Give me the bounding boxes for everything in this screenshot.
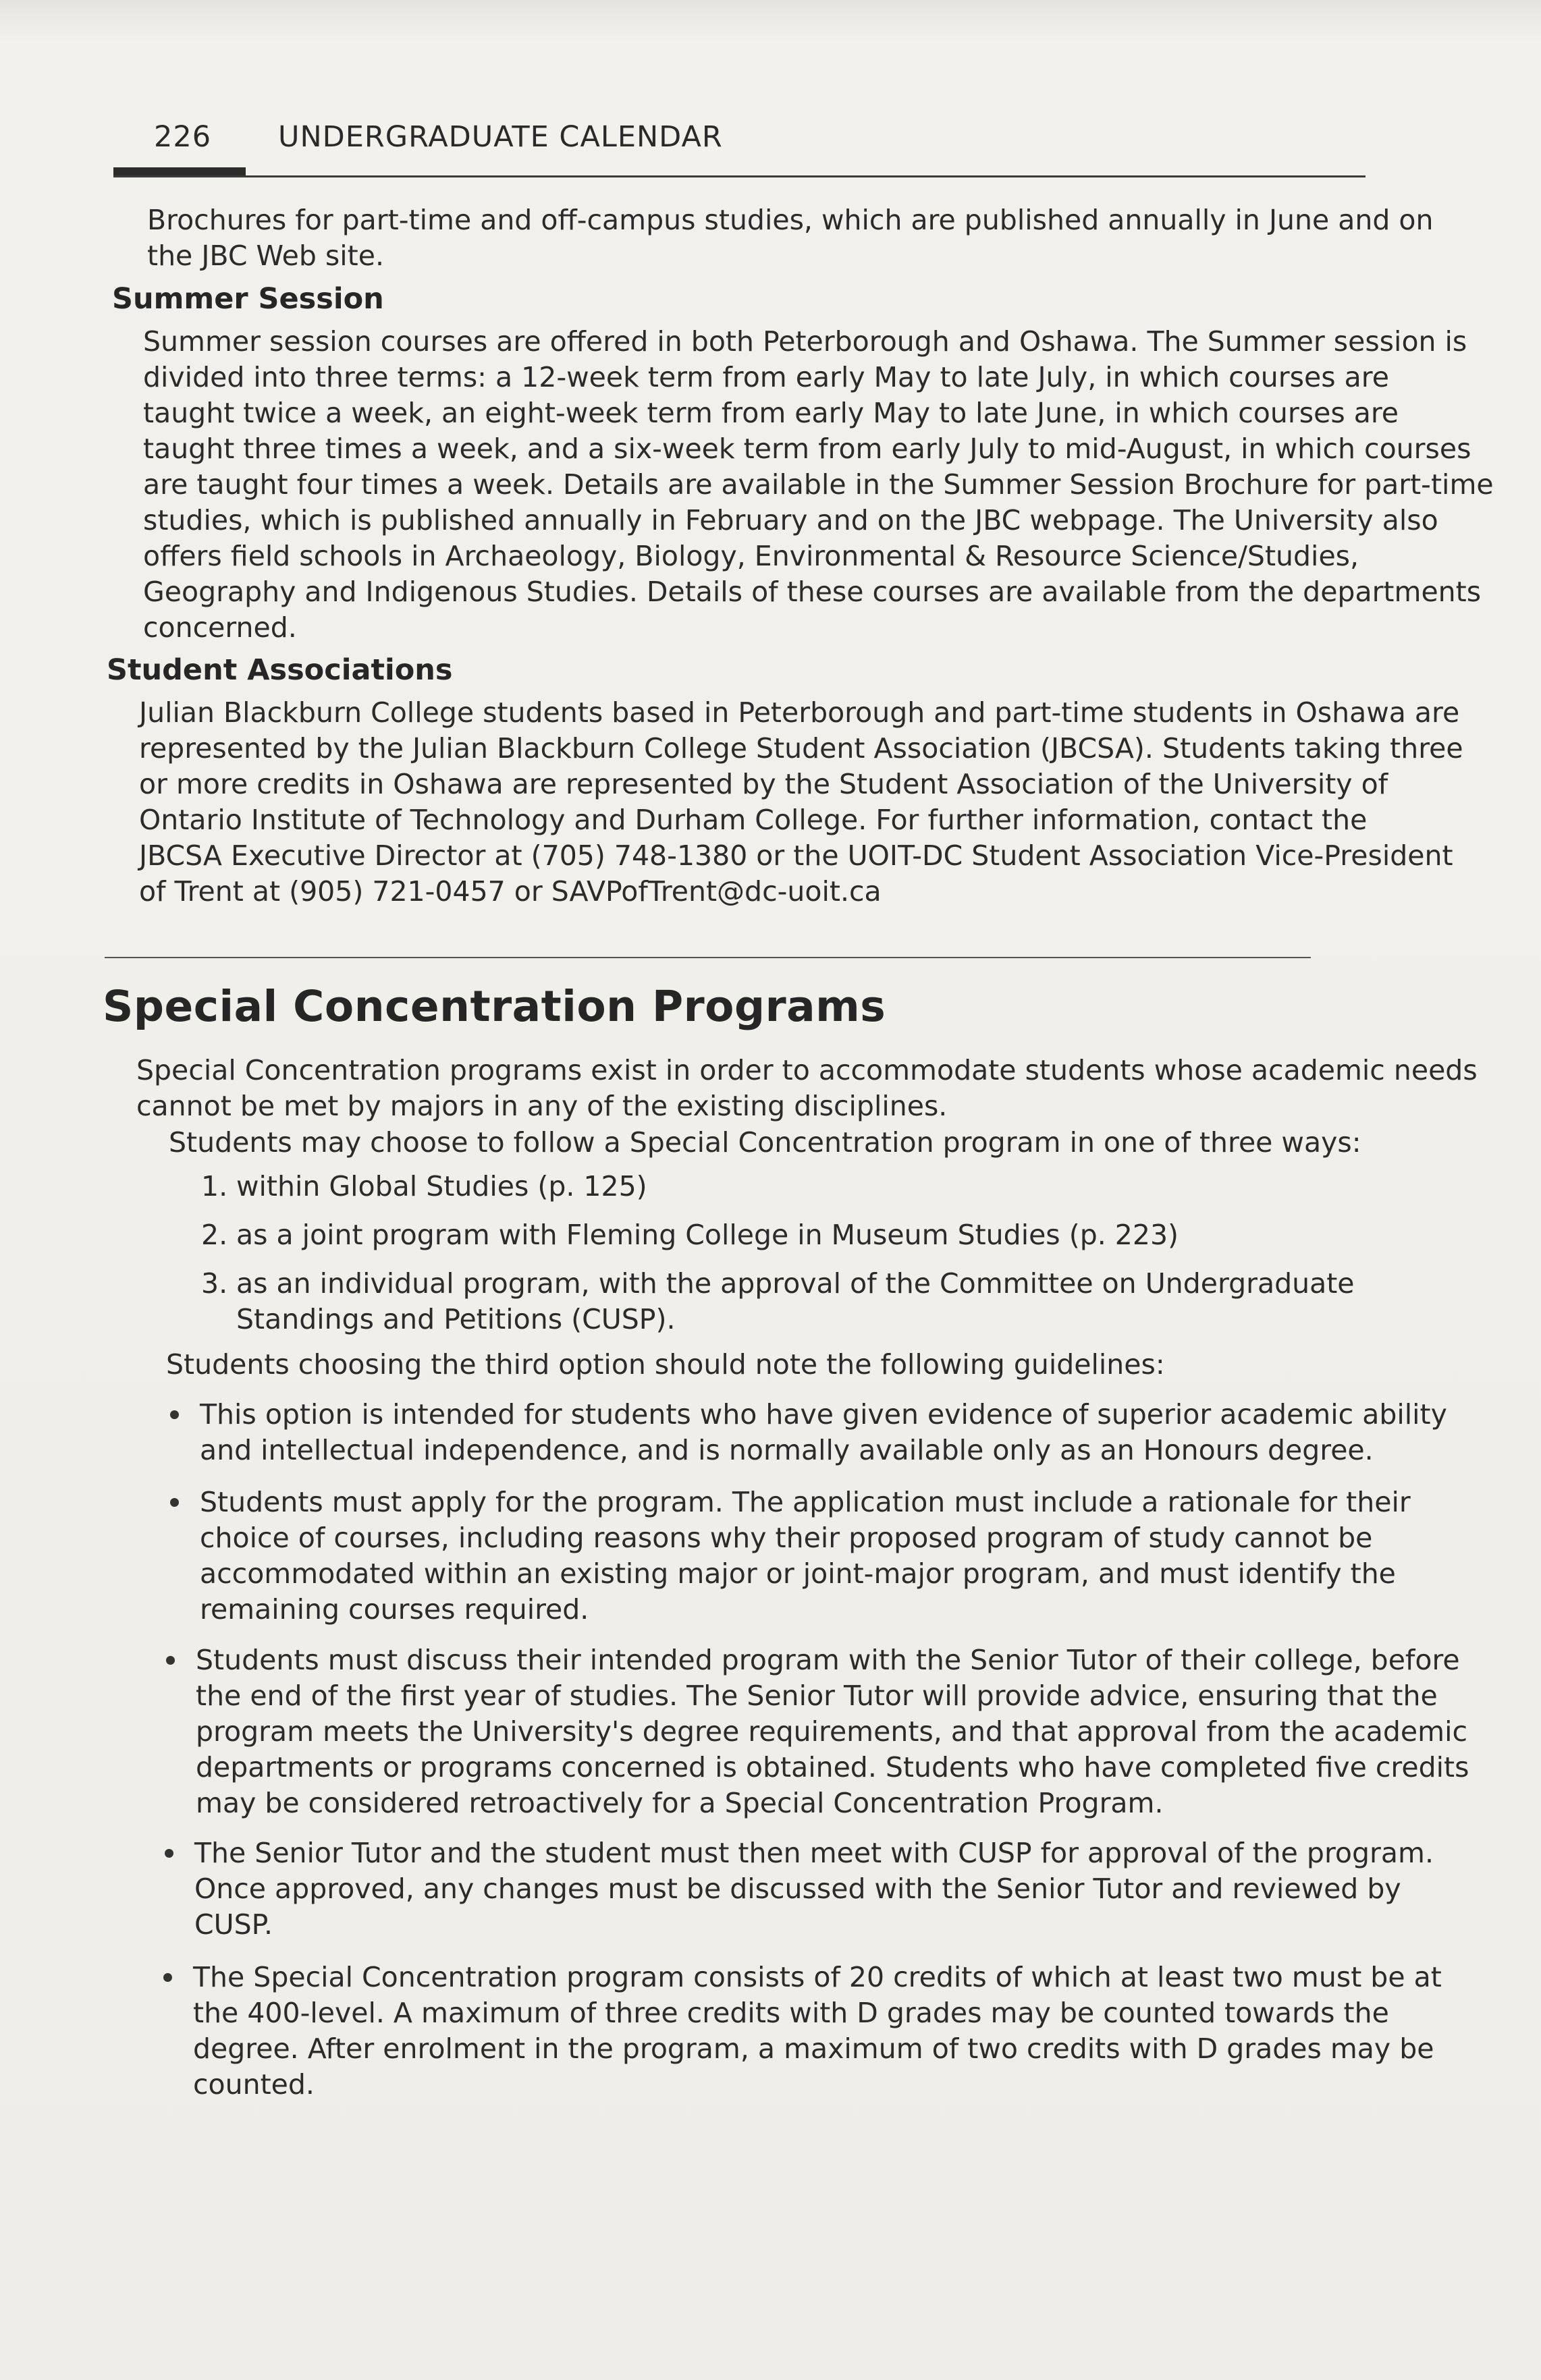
section-divider	[105, 957, 1311, 958]
intro-paragraph	[147, 202, 1434, 274]
guideline-line: and intellectual independence, and is normally available only as an Honours degree.	[200, 1434, 1374, 1466]
guideline-line: choice of courses, including reasons why their proposed program of study cannot be	[200, 1522, 1373, 1554]
option-number: 1.	[201, 1170, 228, 1202]
guideline-line: may be considered retroactively for a Special Concentration Program.	[196, 1787, 1164, 1819]
guideline-line: The Special Concentration program consists of 20 credits of which at least two must be at	[193, 1961, 1442, 1993]
paragraph-line: JBCSA Executive Director at (705) 748-1380 or the UOIT-DC Student Association Vice-President	[139, 839, 1453, 872]
running-title: UNDERGRADUATE CALENDAR	[278, 120, 723, 154]
paragraph-line: offers field schools in Archaeology, Biology, Environmental & Resource Science/Studies,	[143, 540, 1359, 572]
guideline-line: CUSP.	[194, 1908, 273, 1941]
paragraph-line: Special Concentration programs exist in order to accommodate students whose academic needs	[136, 1054, 1478, 1086]
guideline-text	[200, 1397, 1447, 1468]
bullet-dot	[165, 1849, 173, 1858]
guideline-text	[193, 1960, 1442, 2103]
guideline-line: Students must discuss their intended program with the Senior Tutor of their college, before	[196, 1644, 1460, 1676]
guideline-text	[200, 1485, 1411, 1628]
paragraph-line: of Trent at (905) 721-0457 or SAVPofTrent@dc-uoit.ca	[139, 875, 882, 908]
page-number: 226	[154, 120, 212, 154]
running-head	[154, 120, 723, 154]
bullet-dot	[163, 1973, 172, 1982]
paragraph-line: Students choosing the third option should note the following guidelines:	[166, 1348, 1165, 1381]
option-line: Standings and Petitions (CUSP).	[236, 1303, 676, 1335]
paragraph-line: studies, which is published annually in February and on the JBC webpage. The University also	[143, 504, 1438, 536]
paragraph-line: Julian Blackburn College students based in Peterborough and part-time students in Oshawa are	[139, 696, 1460, 729]
guideline-line: the end of the first year of studies. The Senior Tutor will provide advice, ensuring that the	[196, 1680, 1438, 1712]
guideline-line: Once approved, any changes must be discussed with the Senior Tutor and reviewed by	[194, 1873, 1401, 1905]
guideline-line: remaining courses required.	[200, 1593, 589, 1626]
paragraph-line: the JBC Web site.	[147, 240, 384, 272]
special-intro-paragraph	[136, 1053, 1478, 1124]
bullet-dot	[170, 1410, 179, 1419]
guideline-line: Students must apply for the program. The application must include a rationale for their	[200, 1486, 1411, 1518]
option-number: 3.	[201, 1267, 228, 1300]
option-text	[236, 1217, 1179, 1253]
section-title: Special Concentration Programs	[103, 982, 886, 1031]
guideline-line: departments or programs concerned is obtained. Students who have completed five credits	[196, 1751, 1469, 1783]
guideline-line: degree. After enrolment in the program, a maximum of two credits with D grades may be	[193, 2032, 1434, 2065]
option-line: as a joint program with Fleming College in Museum Studies (p. 223)	[236, 1219, 1179, 1251]
option-line: within Global Studies (p. 125)	[236, 1170, 647, 1202]
option-number: 2.	[201, 1219, 228, 1251]
paragraph-line: concerned.	[143, 611, 297, 644]
student-associations-paragraph	[139, 695, 1463, 910]
guideline-line: This option is intended for students who have given evidence of superior academic ability	[200, 1398, 1447, 1431]
paragraph-line: Summer session courses are offered in both Peterborough and Oshawa. The Summer session is	[143, 325, 1467, 358]
guidelines-intro	[166, 1347, 1165, 1383]
guideline-line: program meets the University's degree requirements, and that approval from the academic	[196, 1715, 1467, 1748]
paragraph-line: or more credits in Oshawa are represented by the Student Association of the University of	[139, 768, 1388, 800]
paragraph-line: Geography and Indigenous Studies. Details of these courses are available from the departments	[143, 576, 1482, 608]
header-rule	[113, 175, 1366, 177]
option-text	[236, 1169, 647, 1205]
bullet-dot	[170, 1498, 179, 1507]
option-text	[236, 1266, 1355, 1337]
student-associations-heading: Student Associations	[107, 653, 453, 687]
paragraph-line: divided into three terms: a 12-week term from early May to late July, in which courses are	[143, 361, 1389, 393]
paragraph-line: taught three times a week, and a six-week term from early July to mid-August, in which courses	[143, 433, 1471, 465]
bullet-dot	[166, 1656, 175, 1665]
paragraph-line: represented by the Julian Blackburn College Student Association (JBCSA). Students taking three	[139, 732, 1463, 765]
guideline-line: the 400-level. A maximum of three credits with D grades may be counted towards the	[193, 1997, 1389, 2029]
paragraph-line: Ontario Institute of Technology and Durham College. For further information, contact the	[139, 804, 1368, 836]
paragraph-line: Students may choose to follow a Special Concentration program in one of three ways:	[169, 1126, 1361, 1159]
guideline-line: The Senior Tutor and the student must then meet with CUSP for approval of the program.	[194, 1837, 1434, 1869]
option-line: as an individual program, with the approval of the Committee on Undergraduate	[236, 1267, 1355, 1300]
scan-edge-shadow	[0, 0, 1541, 40]
paragraph-line: cannot be met by majors in any of the existing disciplines.	[136, 1090, 948, 1122]
guideline-line: counted.	[193, 2068, 315, 2101]
guideline-line: accommodated within an existing major or joint-major program, and must identify the	[200, 1557, 1396, 1590]
guideline-text	[196, 1642, 1469, 1821]
summer-session-heading: Summer Session	[112, 282, 384, 316]
paragraph-line: are taught four times a week. Details are available in the Summer Session Brochure for part-time	[143, 468, 1494, 501]
summer-session-paragraph	[143, 324, 1494, 646]
choose-sentence	[169, 1125, 1361, 1161]
guideline-text	[194, 1835, 1434, 1943]
paragraph-line: taught twice a week, an eight-week term from early May to late June, in which courses are	[143, 397, 1399, 429]
paragraph-line: Brochures for part-time and off-campus studies, which are published annually in June and on	[147, 204, 1434, 236]
